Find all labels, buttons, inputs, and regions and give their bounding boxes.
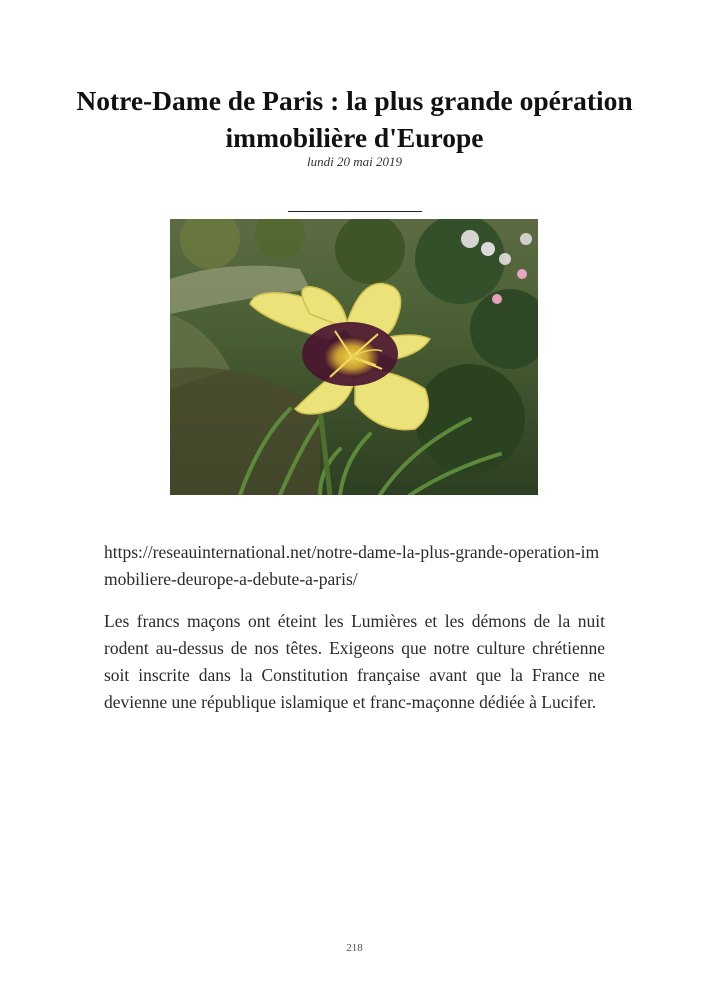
article-body: Les francs maçons ont éteint les Lumières et les démons de la nuit rodent au-dessus de nos têtes. Exigeons que notre culture chrétienne soit inscrite dans la Constitution française avant que la France ne devienne une république islamique et franc-maçonne dédiée à Lucifer. (104, 611, 605, 712)
source-url: https://reseauinternational.net/notre-dame-la-plus-grande-operation-immobiliere-deurope-a-debute-a-paris/ (104, 542, 600, 589)
daylily-photo (170, 219, 538, 495)
page-number: 218 (346, 942, 363, 954)
article-date: lundi 20 mai 2019 (307, 154, 402, 169)
article-title: Notre-Dame de Paris : la plus grande opération immobilière d'Europe (76, 85, 633, 153)
separator-rule (288, 211, 422, 212)
